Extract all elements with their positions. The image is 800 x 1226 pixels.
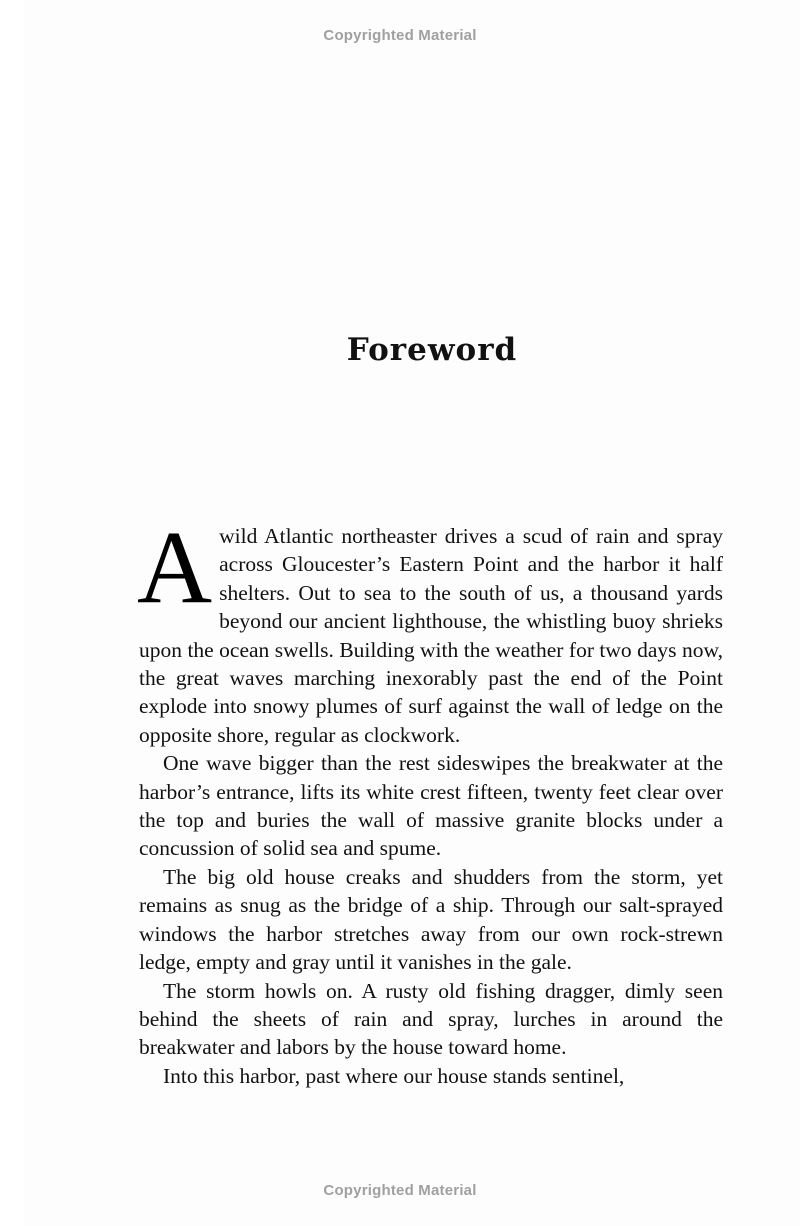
chapter-title: Foreword xyxy=(346,332,518,368)
copyright-watermark-top: Copyrighted Material xyxy=(323,27,477,44)
paragraph-3: The big old house creaks and shudders from the storm, yet remains as snug as the bridge of a ship. Through our salt-sprayed windows the harbor stretches away from our own rock-strewn ledge, empty and gray until it vanishes in the gale. xyxy=(139,864,723,975)
paragraph-1-text: wild Atlantic northeaster drives a scud of rain and spray across Gloucester’s Eastern Point and the harbor it half shelters. Out to sea to the south of us, a thousand yards beyond our ancient lighthouse, the whistling buoy shrieks upon the ocean swells. Building with the weather for two days now, the great waves marching inexorably past the end of the Point explode into snowy plumes of surf against the wall of ledge on the opposite shore, regular as clockwork. xyxy=(139,524,723,747)
body-text xyxy=(137,510,723,1090)
paragraph-2: One wave bigger than the rest sideswipes the breakwater at the harbor’s entrance, lifts its white crest fifteen, twenty feet clear over the top and buries the wall of massive granite blocks under a concussion of solid sea and spume. xyxy=(139,751,723,861)
paragraph-4: The storm howls on. A rusty old fishing dragger, dimly seen behind the sheets of rain and spray, lurches in around the breakwater and labors by the house toward home. xyxy=(139,978,723,1060)
drop-cap: A xyxy=(137,510,213,625)
paragraph-1 xyxy=(137,510,723,749)
copyright-watermark-bottom: Copyrighted Material xyxy=(323,1182,477,1199)
paragraph-5: Into this harbor, past where our house stands sentinel, xyxy=(163,1063,625,1088)
